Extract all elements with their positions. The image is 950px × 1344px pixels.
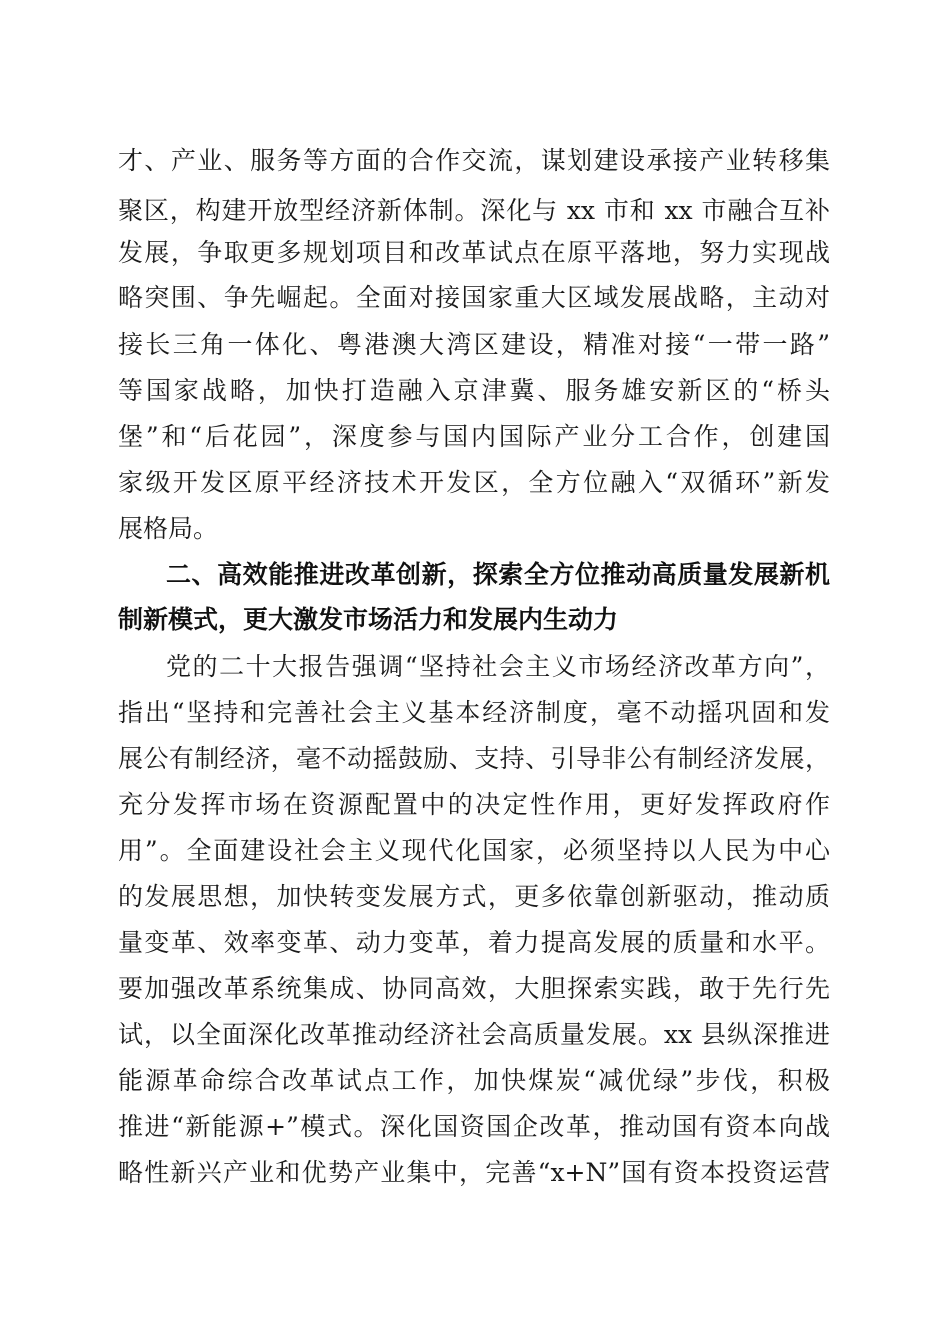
text-line: 量变革、效率变革、动力变革，着力提高发展的质量和水平。 (118, 928, 830, 957)
text-line: 才、产业、服务等方面的合作交流，谋划建设承接产业转移集 (118, 146, 830, 175)
text-line: 能源革命综合改革试点工作，加快煤炭“减优绿”步伐，积极 (118, 1066, 830, 1095)
heading-line: 制新模式，更大激发市场活力和发展内生动力 (118, 605, 619, 634)
text-line: 等国家战略，加快打造融入京津冀、服务雄安新区的“桥头 (118, 376, 830, 405)
text-line: 推进“新能源+”模式。深化国资国企改革，推动国有资本向战 (118, 1112, 830, 1141)
heading-line: 二、高效能推进改革创新，探索全方位推动高质量发展新机 (166, 560, 830, 589)
text-line: 堡”和“后花园”，深度参与国内国际产业分工合作，创建国 (118, 422, 830, 451)
text-line: 党的二十大报告强调“坚持社会主义市场经济改革方向”， (166, 652, 830, 681)
text-line: 试，以全面深化改革推动经济社会高质量发展。xx 县纵深推进 (118, 1020, 830, 1049)
text-line: 用”。全面建设社会主义现代化国家，必须坚持以人民为中心 (118, 836, 830, 865)
text-line: 略性新兴产业和优势产业集中，完善“x+N”国有资本投资运营 (118, 1158, 830, 1187)
text-line: 展公有制经济，毫不动摇鼓励、支持、引导非公有制经济发展， (118, 744, 830, 773)
text-line: 接长三角一体化、粤港澳大湾区建设，精准对接“一带一路” (118, 330, 830, 359)
text-line: 充分发挥市场在资源配置中的决定性作用，更好发挥政府作 (118, 790, 830, 819)
text-line: 展格局。 (118, 514, 219, 543)
text-line: 家级开发区原平经济技术开发区，全方位融入“双循环”新发 (118, 468, 830, 497)
text-line: 指出“坚持和完善社会主义基本经济制度，毫不动摇巩固和发 (118, 698, 830, 727)
text-line: 要加强改革系统集成、协同高效，大胆探索实践，敢于先行先 (118, 974, 830, 1003)
text-line: 聚区，构建开放型经济新体制。深化与 xx 市和 xx 市融合互补 (118, 196, 830, 225)
text-line: 发展，争取更多规划项目和改革试点在原平落地，努力实现战 (118, 238, 830, 267)
text-line: 略突围、争先崛起。全面对接国家重大区域发展战略，主动对 (118, 283, 830, 312)
text-line: 的发展思想，加快转变发展方式，更多依靠创新驱动，推动质 (118, 882, 830, 911)
